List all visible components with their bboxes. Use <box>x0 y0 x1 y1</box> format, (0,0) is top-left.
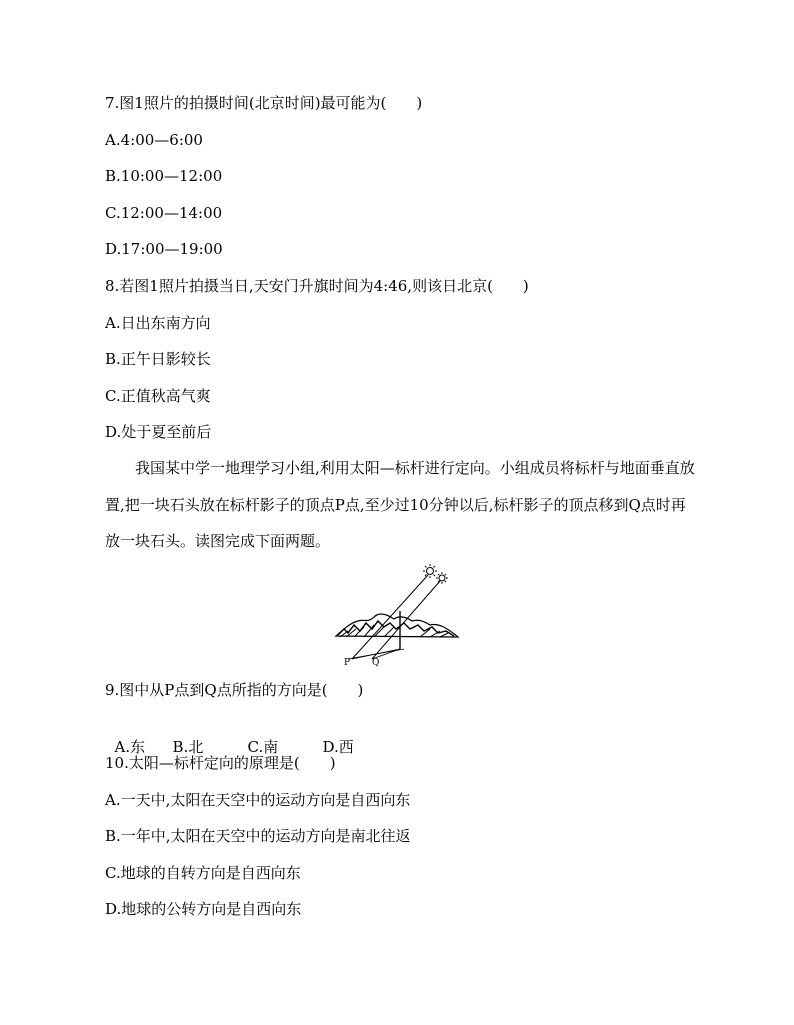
label-q: Q <box>372 658 380 668</box>
q10-option-b: B.一年中,太阳在天空中的运动方向是南北往返 <box>105 827 411 845</box>
sun-ray-p <box>352 575 428 659</box>
q9-stem: 9.图中从P点到Q点所指的方向是( ) <box>105 681 364 699</box>
q9-options <box>105 717 354 757</box>
sun-icon <box>423 564 437 578</box>
q10-option-c: C.地球的自转方向是自西向东 <box>105 864 301 882</box>
q8-option-b: B.正午日影较长 <box>105 350 211 368</box>
q7-option-d: D.17:00—19:00 <box>105 240 223 258</box>
sun-icon <box>436 572 448 584</box>
q8-option-a: A.日出东南方向 <box>105 314 211 332</box>
q7-stem: 7.图1照片的拍摄时间(北京时间)最可能为( ) <box>105 94 423 112</box>
q7-option-a: A.4:00—6:00 <box>105 131 203 149</box>
label-p: P <box>344 658 351 668</box>
q7-option-c: C.12:00—14:00 <box>105 204 223 222</box>
q10-option-a: A.一天中,太阳在天空中的运动方向是自西向东 <box>105 791 411 809</box>
passage-text: 我国某中学一地理学习小组,利用太阳—标杆进行定向。小组成员将标杆与地面垂直放置,把一块石头放在标杆影子的顶点P点,至少过10分钟以后,标杆影子的顶点移到Q点时再放一块石头。读图完成下面两题。 <box>105 459 695 550</box>
q9-option-d: D.西 <box>322 738 354 756</box>
q7-option-b: B.10:00—12:00 <box>105 167 223 185</box>
q8-option-c: C.正值秋高气爽 <box>105 387 211 405</box>
q8-stem: 8.若图1照片拍摄当日,天安门升旗时间为4:46,则该日北京( ) <box>105 277 529 295</box>
q10-stem: 10.太阳—标杆定向的原理是( ) <box>105 754 336 772</box>
q9-option-b: B.北 <box>172 738 204 756</box>
figure-drawing <box>334 563 464 669</box>
mountain-shading <box>338 621 454 636</box>
q9-option-a: A.东 <box>114 738 146 756</box>
q10-option-d: D.地球的公转方向是自西向东 <box>105 900 302 918</box>
sun-pole-figure <box>334 563 464 669</box>
sun-ray-q <box>372 581 440 659</box>
q9-option-c: C.南 <box>247 738 279 756</box>
q8-option-d: D.处于夏至前后 <box>105 423 212 441</box>
